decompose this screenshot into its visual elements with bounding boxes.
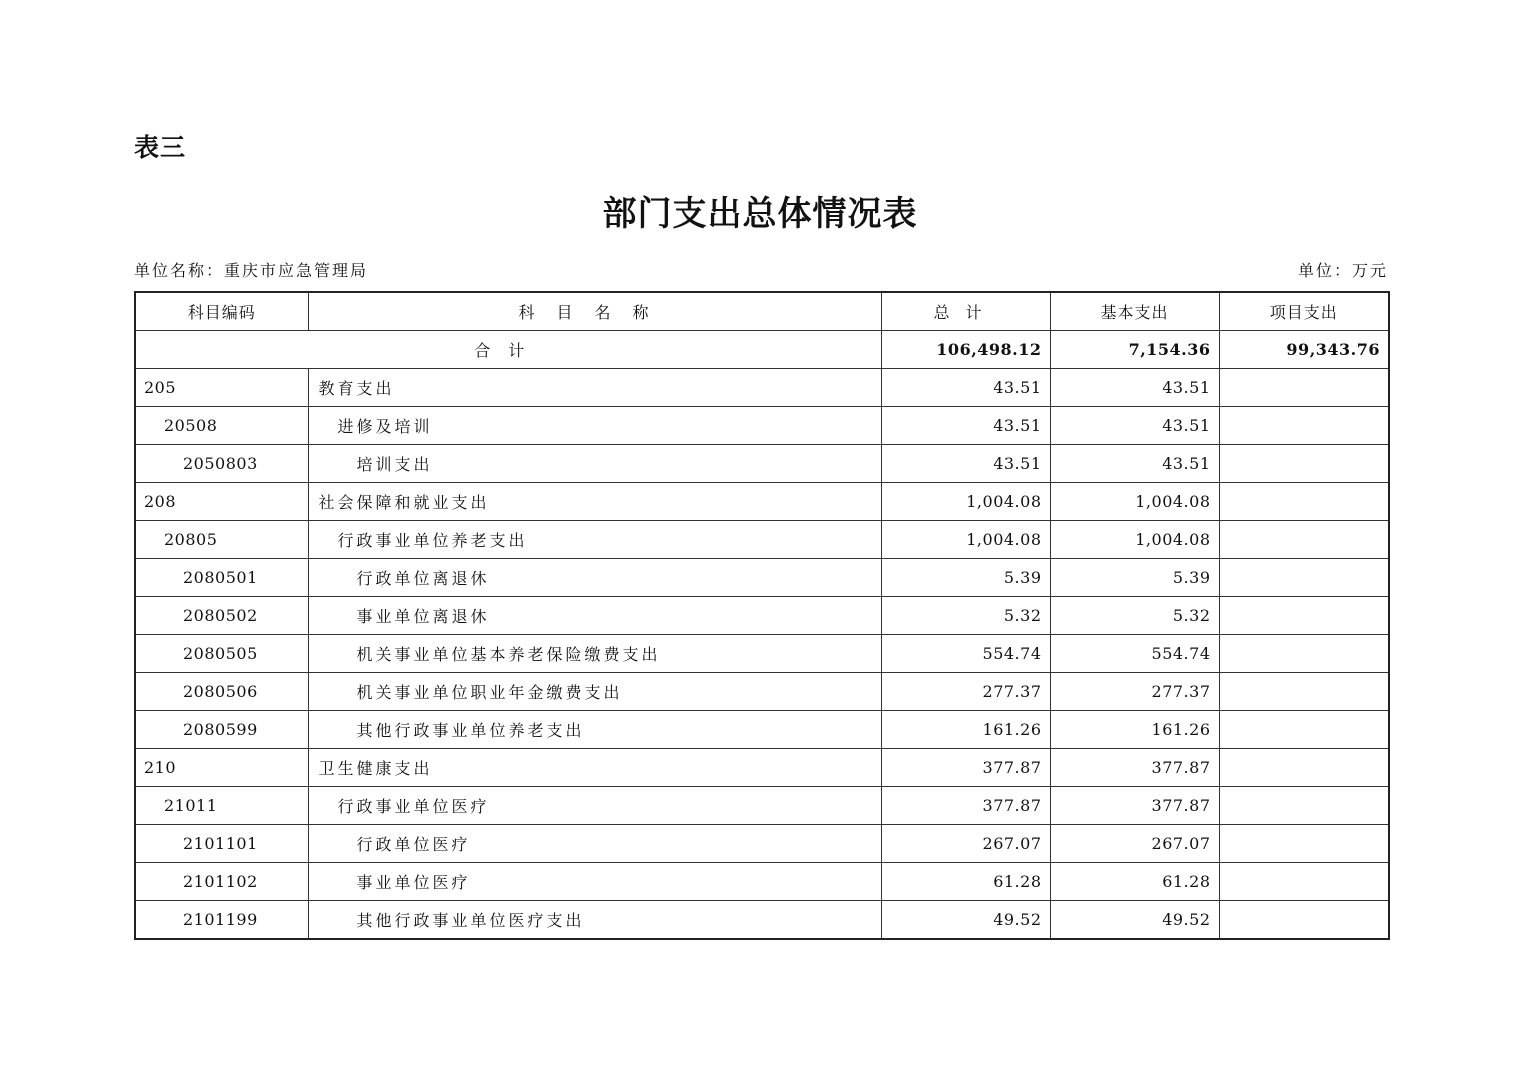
table-row bbox=[135, 559, 1389, 597]
cell-code: 210 bbox=[135, 749, 308, 787]
summary-total: 106,498.12 bbox=[881, 331, 1050, 369]
table-row bbox=[135, 901, 1389, 940]
cell-total: 1,004.08 bbox=[881, 483, 1050, 521]
table-row bbox=[135, 407, 1389, 445]
cell-code: 205 bbox=[135, 369, 308, 407]
meta-row bbox=[134, 258, 1388, 280]
table-header-row bbox=[135, 292, 1389, 331]
cell-project bbox=[1219, 825, 1389, 863]
cell-basic: 49.52 bbox=[1050, 901, 1219, 940]
cell-total: 49.52 bbox=[881, 901, 1050, 940]
table-row bbox=[135, 369, 1389, 407]
cell-code: 2050803 bbox=[135, 445, 308, 483]
cell-total: 277.37 bbox=[881, 673, 1050, 711]
cell-project bbox=[1219, 521, 1389, 559]
cell-project bbox=[1219, 559, 1389, 597]
cell-basic: 43.51 bbox=[1050, 369, 1219, 407]
cell-project bbox=[1219, 711, 1389, 749]
cell-basic: 377.87 bbox=[1050, 749, 1219, 787]
cell-project bbox=[1219, 749, 1389, 787]
cell-name: 其他行政事业单位医疗支出 bbox=[308, 901, 881, 940]
cell-total: 5.39 bbox=[881, 559, 1050, 597]
cell-code: 21011 bbox=[135, 787, 308, 825]
cell-project bbox=[1219, 483, 1389, 521]
cell-name: 行政事业单位养老支出 bbox=[308, 521, 881, 559]
cell-name: 培训支出 bbox=[308, 445, 881, 483]
cell-basic: 377.87 bbox=[1050, 787, 1219, 825]
page-label: 表三 bbox=[134, 133, 187, 162]
header-total: 总计 bbox=[881, 292, 1050, 331]
cell-basic: 1,004.08 bbox=[1050, 521, 1219, 559]
cell-total: 377.87 bbox=[881, 749, 1050, 787]
cell-total: 43.51 bbox=[881, 369, 1050, 407]
cell-total: 61.28 bbox=[881, 863, 1050, 901]
cell-basic: 61.28 bbox=[1050, 863, 1219, 901]
cell-name: 社会保障和就业支出 bbox=[308, 483, 881, 521]
table-row bbox=[135, 787, 1389, 825]
cell-name: 其他行政事业单位养老支出 bbox=[308, 711, 881, 749]
cell-name: 事业单位离退休 bbox=[308, 597, 881, 635]
cell-total: 267.07 bbox=[881, 825, 1050, 863]
cell-basic: 161.26 bbox=[1050, 711, 1219, 749]
table-row bbox=[135, 673, 1389, 711]
cell-total: 377.87 bbox=[881, 787, 1050, 825]
cell-basic: 554.74 bbox=[1050, 635, 1219, 673]
cell-name: 行政单位离退休 bbox=[308, 559, 881, 597]
cell-name: 进修及培训 bbox=[308, 407, 881, 445]
header-basic: 基本支出 bbox=[1050, 292, 1219, 331]
cell-project bbox=[1219, 673, 1389, 711]
cell-total: 5.32 bbox=[881, 597, 1050, 635]
cell-basic: 5.39 bbox=[1050, 559, 1219, 597]
cell-code: 20508 bbox=[135, 407, 308, 445]
header-code: 科目编码 bbox=[135, 292, 308, 331]
cell-code: 20805 bbox=[135, 521, 308, 559]
cell-code: 2080502 bbox=[135, 597, 308, 635]
cell-code: 2080599 bbox=[135, 711, 308, 749]
cell-project bbox=[1219, 635, 1389, 673]
table-row bbox=[135, 749, 1389, 787]
cell-project bbox=[1219, 597, 1389, 635]
table-row bbox=[135, 597, 1389, 635]
cell-basic: 267.07 bbox=[1050, 825, 1219, 863]
table-row bbox=[135, 521, 1389, 559]
cell-total: 43.51 bbox=[881, 407, 1050, 445]
table-row bbox=[135, 483, 1389, 521]
cell-project bbox=[1219, 445, 1389, 483]
cell-project bbox=[1219, 369, 1389, 407]
header-project: 项目支出 bbox=[1219, 292, 1389, 331]
cell-name: 事业单位医疗 bbox=[308, 863, 881, 901]
summary-row bbox=[135, 331, 1389, 369]
table-row bbox=[135, 825, 1389, 863]
cell-project bbox=[1219, 863, 1389, 901]
table-row bbox=[135, 863, 1389, 901]
cell-basic: 1,004.08 bbox=[1050, 483, 1219, 521]
page-title: 部门支出总体情况表 bbox=[602, 194, 918, 234]
cell-total: 161.26 bbox=[881, 711, 1050, 749]
cell-code: 2080501 bbox=[135, 559, 308, 597]
cell-code: 2101101 bbox=[135, 825, 308, 863]
cell-basic: 43.51 bbox=[1050, 407, 1219, 445]
cell-total: 554.74 bbox=[881, 635, 1050, 673]
header-name: 科目名称 bbox=[308, 292, 881, 331]
cell-code: 2101102 bbox=[135, 863, 308, 901]
cell-code: 208 bbox=[135, 483, 308, 521]
cell-name: 行政事业单位医疗 bbox=[308, 787, 881, 825]
table-row bbox=[135, 711, 1389, 749]
cell-name: 机关事业单位基本养老保险缴费支出 bbox=[308, 635, 881, 673]
cell-name: 机关事业单位职业年金缴费支出 bbox=[308, 673, 881, 711]
cell-code: 2080505 bbox=[135, 635, 308, 673]
summary-basic: 7,154.36 bbox=[1050, 331, 1219, 369]
cell-total: 43.51 bbox=[881, 445, 1050, 483]
cell-project bbox=[1219, 901, 1389, 940]
cell-project bbox=[1219, 407, 1389, 445]
cell-project bbox=[1219, 787, 1389, 825]
expense-table bbox=[134, 291, 1390, 940]
table-row bbox=[135, 635, 1389, 673]
summary-project: 99,343.76 bbox=[1219, 331, 1389, 369]
cell-name: 行政单位医疗 bbox=[308, 825, 881, 863]
summary-label: 合计 bbox=[135, 331, 881, 369]
table-row bbox=[135, 445, 1389, 483]
cell-name: 卫生健康支出 bbox=[308, 749, 881, 787]
cell-name: 教育支出 bbox=[308, 369, 881, 407]
cell-basic: 43.51 bbox=[1050, 445, 1219, 483]
cell-code: 2080506 bbox=[135, 673, 308, 711]
cell-basic: 5.32 bbox=[1050, 597, 1219, 635]
org-name: 单位名称：重庆市应急管理局 bbox=[134, 261, 369, 280]
currency-unit: 单位：万元 bbox=[1297, 261, 1388, 280]
cell-basic: 277.37 bbox=[1050, 673, 1219, 711]
cell-code: 2101199 bbox=[135, 901, 308, 940]
cell-total: 1,004.08 bbox=[881, 521, 1050, 559]
